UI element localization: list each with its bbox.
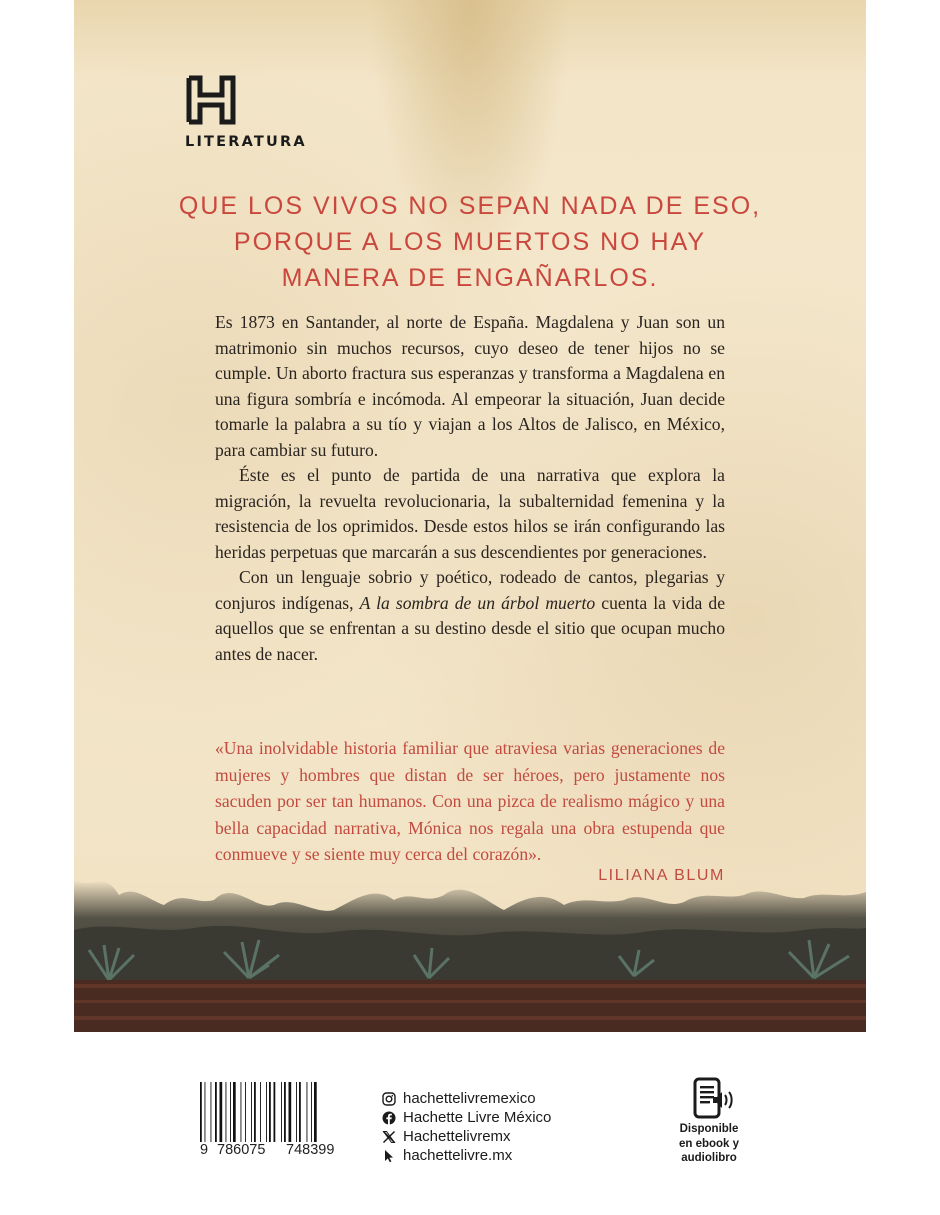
back-cover [74, 0, 866, 1032]
synopsis-paragraph: Es 1873 en Santander, al norte de España. Magdalena y Juan son un matrimonio sin muchos recursos, cuyo deseo de tener hijos no se cumple. Un aborto fractura sus esperanzas y transforma a Magdalena en una figura sombría e incómoda. Al empeorar la situación, Juan decide tomarle la palabra a su tío y viajan a los Altos de Jalisco, en México, para cambiar su futuro. [215, 312, 725, 460]
synopsis-text: Con un lenguaje sobrio y poético, rodeado de cantos, plegarias y conjuros indígenas, [215, 567, 725, 613]
availability-line: en ebook y [678, 1137, 740, 1150]
blurb-author: LILIANA BLUM [598, 867, 725, 884]
social-facebook[interactable] [382, 1108, 551, 1127]
x-icon [382, 1130, 396, 1144]
social-website[interactable] [382, 1146, 551, 1165]
social-label: Hachettelivremx [403, 1128, 511, 1145]
blurb-quote: «Una inolvidable historia familiar que atraviesa varias generaciones de mujeres y hombres que distan de ser héroes, pero justamente nos sacuden por ser tan humanos. Con una pizca de realismo mágico y una bella capacidad narrativa, Mónica nos regala una obra estupenda que conmueve y se siente muy cerca del corazón». [215, 738, 725, 864]
isbn-digits: 748399 [286, 1142, 335, 1158]
availability-line: audiolibro [681, 1152, 737, 1164]
publisher-logo [186, 75, 236, 125]
isbn-digit: 9 [200, 1142, 209, 1158]
social-label: hachettelivremexico [403, 1090, 536, 1107]
social-instagram[interactable] [382, 1089, 551, 1108]
synopsis-paragraph [215, 565, 725, 667]
availability-label [665, 1122, 753, 1166]
landscape-illustration [74, 860, 866, 1032]
headline [74, 188, 866, 296]
isbn-digits: 786075 [217, 1142, 266, 1158]
facebook-icon [382, 1111, 396, 1125]
synopsis-text: cuenta la vida de aquellos que se enfrentan a su destino desde el sitio que ocupan mucho antes de nacer. [215, 592, 726, 664]
social-x[interactable] [382, 1127, 551, 1146]
availability-line: Disponible [679, 1123, 739, 1135]
ebook-audiobook-icon [693, 1077, 737, 1119]
instagram-icon [382, 1092, 396, 1106]
social-label: Hachette Livre México [403, 1109, 552, 1126]
social-links [382, 1089, 551, 1165]
social-label: hachettelivre.mx [403, 1147, 513, 1164]
headline-line: QUE LOS VIVOS NO SEPAN NADA DE ESO, [178, 192, 762, 220]
headline-line: PORQUE A LOS MUERTOS NO HAY [233, 228, 707, 256]
cursor-icon [382, 1149, 396, 1163]
synopsis [215, 310, 725, 667]
book-title: A la sombra de un árbol muerto [359, 592, 596, 613]
synopsis-paragraph: Éste es el punto de partida de una narrativa que explora la migración, la revuelta revolucionaria, la subalternidad femenina y la resistencia de los oprimidos. Desde estos hilos se irán configurando las heridas perpetuas que marcarán a sus descendientes por generaciones. [215, 465, 725, 562]
isbn-number [198, 1142, 358, 1162]
imprint-label: LITERATURA [185, 134, 307, 150]
headline-line: MANERA DE ENGAÑARLOS. [281, 264, 659, 292]
